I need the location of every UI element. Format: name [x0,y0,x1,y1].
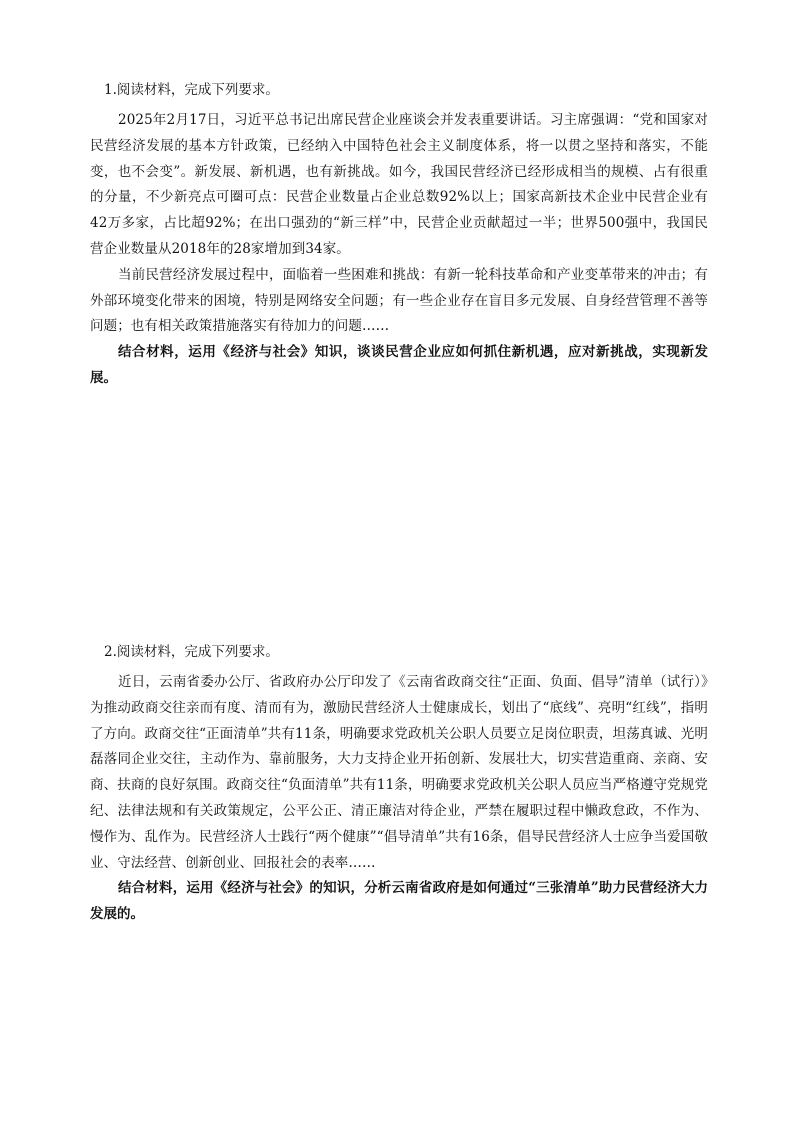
question-2-task: 结合材料，运用《经济与社会》的知识，分析云南省政府是如何通过“三张清单”助力民营经济大力发展的。 [90,880,708,923]
question-2-paragraph-1: 近日，云南省委办公厅、省政府办公厅印发了《云南省政商交往“正面、负面、倡导”清单（试行）》为推动政商交往亲而有度、清而有为，激励民营经济人士健康成长，划出了“底线”、亮明“红线”，指明了方向。政商交往“正面清单”共有11条，明确要求党政机关公职人员要立足岗位职责，坦荡真诚、光明磊落同企业交往，主动作为、靠前服务，大力支持企业开拓创新、发展壮大，切实营造重商、亲商、安商、扶商的良好氛围。政商交往“负面清单”共有11条，明确要求党政机关公职人员应当严格遵守党规党纪、法律法规和有关政策规定，公平公正、清正廉洁对待企业，严禁在履职过程中懒政怠政，不作为、慢作为、乱作为。民营经济人士践行“两个健康”“倡导清单”共有16条，倡导民营经济人士应争当爱国敬业、守法经营、创新创业、回报社会的表率…… [90,674,708,871]
question-2-title: 2.阅读材料，完成下列要求。 [104,644,279,660]
question-1-title: 1.阅读材料，完成下列要求。 [104,82,279,98]
question-1 [90,80,708,392]
question-1-task: 结合材料，运用《经济与社会》知识，谈谈民营企业应如何抓住新机遇，应对新挑战，实现新发展。 [90,344,708,386]
question-1-paragraph-1: 2025年2月17日，习近平总书记出席民营企业座谈会并发表重要讲话。习主席强调：“党和国家对民营经济发展的基本方针政策，已经纳入中国特色社会主义制度体系，将一以贯之坚持和落实，不能变，也不会变”。新发展、新机遇，也有新挑战。如今，我国民营经济已经形成相当的规模、占有很重的分量，不少新亮点可圈可点：民营企业数量占企业总数92%以上；国家高新技术企业中民营企业有42万多家，占比超92%；在出口强劲的“新三样”中，民营企业贡献超过一半；世界500强中，我国民营企业数量从2018年的28家增加到34家。 [90,112,708,257]
question-2 [90,642,708,928]
question-1-paragraph-2: 当前民营经济发展过程中，面临着一些困难和挑战：有新一轮科技革命和产业变革带来的冲击；有外部环境变化带来的困境，特别是网络安全问题；有一些企业存在盲目多元发展、自身经营管理不善等问题；也有相关政策措施落实有待加力的问题…… [90,266,708,335]
